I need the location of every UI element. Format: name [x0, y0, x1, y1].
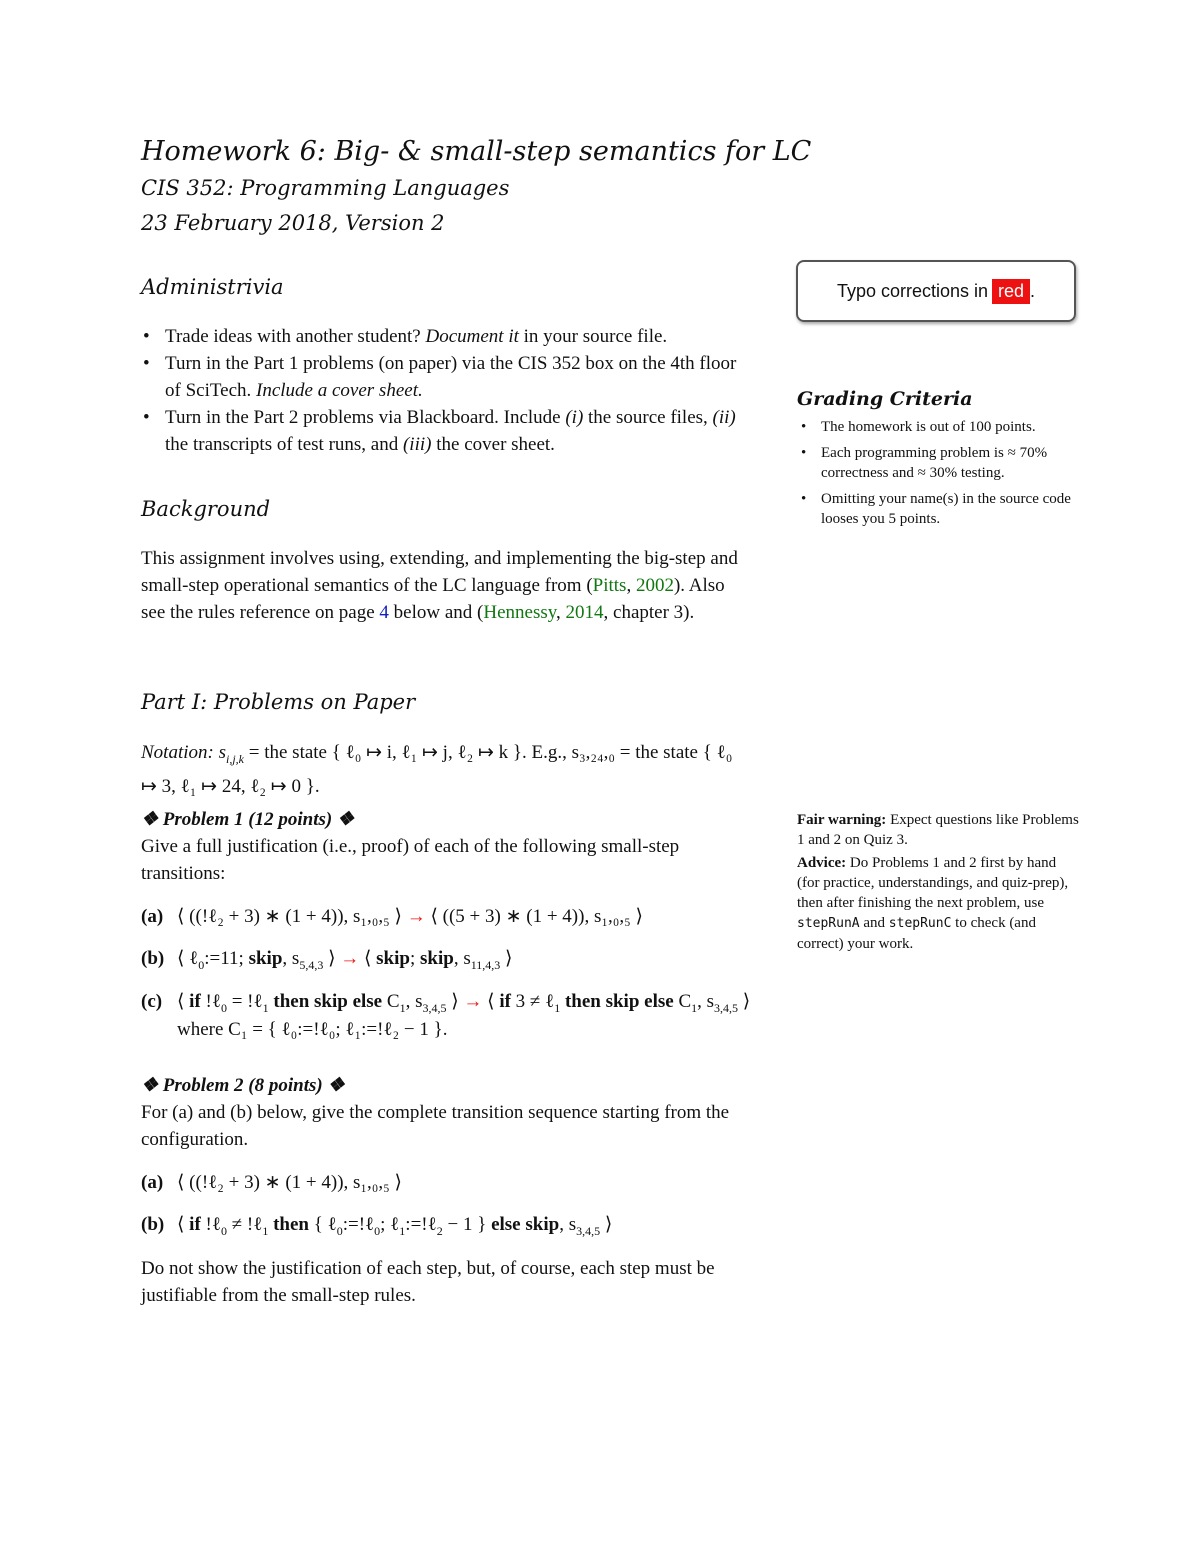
problem2-text: For (a) and (b) below, give the complete transition sequence starting from the configuration. — [141, 1102, 730, 1150]
fair-warning-note: Fair warning: Expect questions like Problems 1 and 2 on Quiz 3. — [797, 812, 1079, 848]
page-link[interactable]: 4 — [379, 602, 389, 623]
problem1-text: Give a full justification (i.e., proof) of each of the following small-step transitions: — [141, 836, 680, 884]
typo-red-sample: red — [992, 279, 1030, 304]
background-paragraph: This assignment involves using, extending, and implementing the big-step and small-step operational semantics of the LC language from (Pitts, 2002). Also see the rules reference on page 4 below and (Hennessy, 2014, chapter 3). — [141, 548, 738, 623]
problem2-item-b: (b) ⟨ if !ℓ$_0$ ≠ !ℓ$_1$ then { ℓ$_0$:=!ℓ$_0$; ℓ$_1$:=!ℓ$_2$ − 1 } else skip, $s_{3,4,5}$ ⟩ — [141, 1214, 613, 1238]
problem1-item-c: (c) ⟨ if !ℓ$_0$ = !ℓ$_1$ then skip else $C_1$, $s_{3,4,5}$ ⟩ → ⟨ if 3 ≠ ℓ$_1$ then skip else $C_1$, $s_{3,4,5}$ ⟩ — [141, 991, 751, 1015]
problem2-closing: Do not show the justification of each step, but, of course, each step must be justifiable from the small-step rules. — [141, 1258, 715, 1306]
administrivia-list — [141, 323, 751, 458]
grading-list-wrap — [797, 417, 1082, 535]
problem2-item-a: (a) ⟨ ((!ℓ₂ + 3) ∗ (1 + 4)), s₁,₀,₅ ⟩ — [141, 1172, 402, 1193]
problem1-a-lhs: ⟨ ((!ℓ₂ + 3) ∗ (1 + 4)), s₁,₀,₅ ⟩ — [177, 906, 402, 927]
grading-list — [797, 417, 1082, 529]
list-item: • Omitting your name(s) in the source code looses you 5 points. — [797, 489, 1082, 529]
problem1-item-a: (a) ⟨ ((!ℓ₂ + 3) ∗ (1 + 4)), s₁,₀,₅ ⟩ → ⟨ ((5 + 3) ∗ (1 + 4)), s₁,₀,₅ ⟩ — [141, 906, 643, 927]
list-item: • Trade ideas with another student? Document it in your source file. — [141, 323, 751, 350]
background-heading: Background — [141, 497, 271, 521]
citation-link-pitts-year[interactable]: 2002 — [635, 575, 674, 596]
problem1-c-where: where C₁ = { ℓ₀:=!ℓ₀; ℓ₁:=!ℓ₂ − 1 }. — [177, 1019, 448, 1040]
part1-heading: Part I: Problems on Paper — [141, 690, 416, 714]
typo-notice-box — [796, 260, 1076, 322]
arrow-icon: → — [340, 948, 360, 969]
citation-link-hennessy[interactable]: Hennessy — [483, 602, 557, 623]
typo-notice-text: Typo corrections in — [836, 280, 989, 301]
list-item: • Each programming problem is ≈ 70% correctness and ≈ 30% testing. — [797, 443, 1082, 483]
arrow-icon: → — [463, 991, 483, 1012]
administrivia-list-wrap — [141, 323, 751, 458]
notation-label: Notation: — [141, 742, 214, 763]
list-item: • Turn in the Part 2 problems via Blackboard. Include (i) the source files, (ii) the transcripts of test runs, and (iii) the cover sheet. — [141, 404, 751, 458]
problem1-item-b: (b) ⟨ ℓ$_0$:=11; skip, $s_{5,4,3}$ ⟩ → ⟨ skip; skip, $s_{11,4,3}$ ⟩ — [141, 948, 513, 972]
problem1-a-rhs: ⟨ ((5 + 3) ∗ (1 + 4)), s₁,₀,₅ ⟩ — [430, 906, 643, 927]
document-title: Homework 6: Big- & small-step semantics for LC — [141, 136, 812, 167]
problem2-title: ❖ Problem 2 (8 points) ❖ — [141, 1075, 345, 1096]
typo-notice-period: . — [1030, 280, 1036, 301]
citation-link-hennessy-year[interactable]: 2014 — [565, 602, 604, 623]
advice-note: Advice: Do Problems 1 and 2 first by hand (for practice, understandings, and quiz-prep), then after finishing the next problem, use stepRunA and stepRunC to check (and correct) your work. — [797, 855, 1069, 952]
document-date: 23 February 2018, Version 2 — [141, 211, 445, 235]
grading-heading: Grading Criteria — [797, 388, 973, 410]
notation-text: = the state { ℓ₀ ↦ i, ℓ₁ ↦ j, ℓ₂ ↦ k }. E.g., s₃,₂₄,₀ = the state { ℓ₀ ↦ 3, ℓ₁ ↦ 24, ℓ₂ ↦ 0 }. — [141, 742, 733, 797]
administrivia-heading: Administrivia — [141, 275, 284, 299]
citation-link-pitts[interactable]: Pitts — [592, 575, 627, 596]
list-item: • Turn in the Part 1 problems (on paper) via the CIS 352 box on the 4th floor of SciTech. Include a cover sheet. — [141, 350, 751, 404]
arrow-icon: → — [406, 906, 426, 927]
list-item: • The homework is out of 100 points. — [797, 417, 1082, 437]
problem1-title: ❖ Problem 1 (12 points) ❖ — [141, 809, 354, 830]
notation-paragraph: Notation: $s_{i,j,k}$ = the state { ℓ₀ ↦ i, ℓ₁ ↦ j, ℓ₂ ↦ k }. E.g., s₃,₂₄,₀ = the state { ℓ₀ ↦ 3, ℓ₁ ↦ 24, ℓ₂ ↦ 0 }. — [141, 742, 733, 797]
course-name: CIS 352: Programming Languages — [141, 176, 510, 200]
